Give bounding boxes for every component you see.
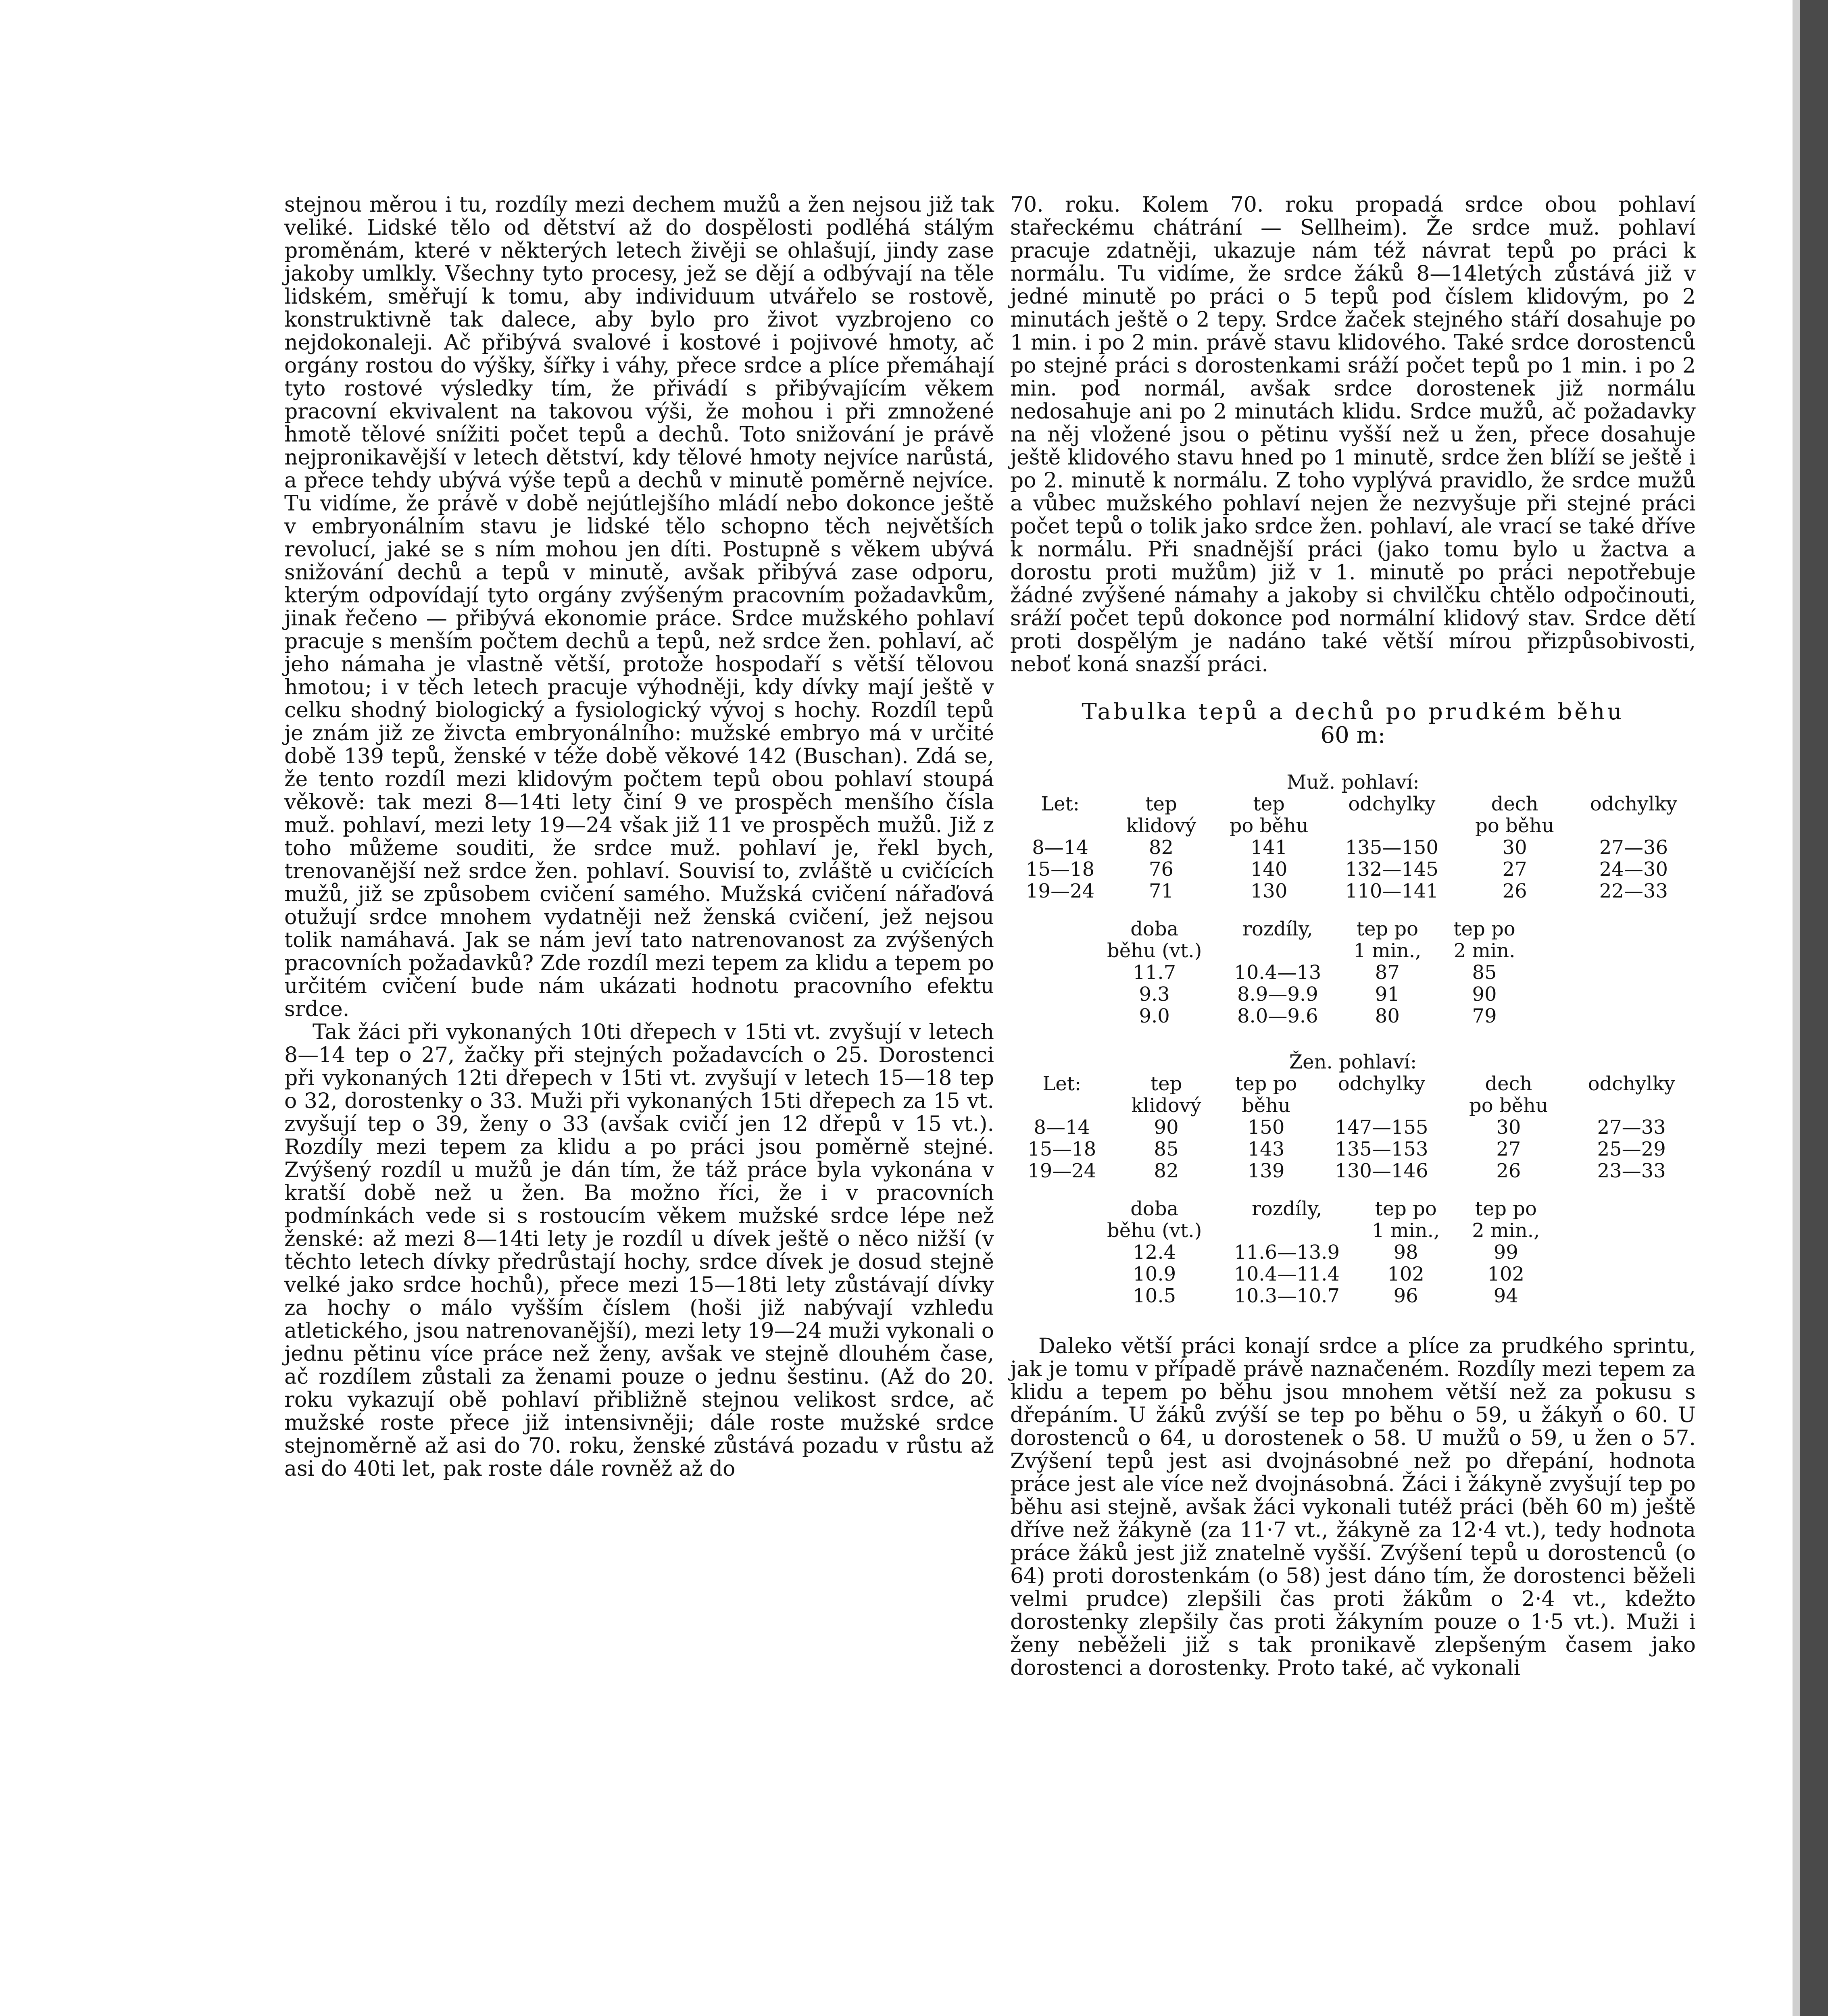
table-row [1010, 858, 1696, 880]
table-cell: 8.9—9.9 [1237, 983, 1318, 1006]
table-cell: 96 [1393, 1285, 1418, 1307]
table-cell: 139 [1247, 1160, 1285, 1182]
table-cell: 15—18 [1026, 858, 1095, 881]
header-cell [1567, 1095, 1696, 1116]
table-cell: 150 [1247, 1116, 1285, 1139]
header-cell: tep po [1453, 918, 1515, 940]
header-cell: po běhu [1475, 814, 1554, 837]
table-cell: 135—153 [1335, 1138, 1428, 1160]
right-paragraph-1: 70. roku. Kolem 70. roku propadá srdce obou pohlaví stařeckému chátrání — Sellheim). Že srdce muž. pohlaví pracuje zdatněji, ukazuje nám též návrat tepů po práci k normálu. Tu vidíme, že srdce žáků 8—14letých zůstává již v jedné minutě po práci o 5 tepů pod číslem klidovým, po 2 minutách ještě o 2 tepy. Srdce žaček stejného stáří dosahuje po 1 min. i po 2 min. právě stavu klidového. Také srdce dorostenců po stejné práci s dorostenkami sráží počet tepů po 1 min. i po 2 min. pod normál, avšak srdce dorostenek již normálu nedosahuje ani po 2 minutách klidu. Srdce mužů, ač požadavky na něj vložené jsou o pětinu vyšší než u žen, přece dosahuje ještě klidového stavu hned po 1 minutě, srdce žen blíží se ještě i po 2. minutě k normálu. Z toho vyplývá pravidlo, že srdce mužů a vůbec mužského pohlaví nejen že nezvyšuje při stejné práci počet tepů o tolik jako srdce žen. pohlaví, ale vrací se také dříve k normálu. Při snadnější práci (jako tomu bylo u žactva a dorostu proti mužům) již v 1. minutě po práci nepotřebuje žádné zvýšené námahy a jakoby si chvilčku chtělo odpočinouti, sráží počet tepů dokonce pod normální klidový stav. Srdce dětí proti dospělým je nadáno také větší mírou přizpůsobivosti, neboť koná snazší práci. [1010, 193, 1696, 677]
table-cell: 102 [1387, 1263, 1424, 1285]
table-row [1091, 1285, 1556, 1307]
table-cell: 26 [1502, 880, 1527, 902]
header-cell: odchylky [1348, 793, 1436, 815]
table-cell: 15—18 [1028, 1138, 1096, 1160]
table-cell: 135—150 [1345, 836, 1438, 859]
table-cell: 102 [1487, 1263, 1525, 1285]
header-cell: dech [1491, 793, 1538, 815]
header-cell: tep po [1375, 1198, 1437, 1220]
male-table-title: Muž. pohlaví: [1286, 771, 1419, 793]
table-cell: 8—14 [1032, 836, 1088, 859]
male-stats-table [1091, 918, 1532, 1027]
table-cell: 27—33 [1597, 1116, 1666, 1139]
table-cell: 80 [1375, 1005, 1400, 1027]
table-cell: 27 [1496, 1138, 1521, 1160]
table-cell: 9.3 [1139, 983, 1170, 1006]
table-cell: 85 [1472, 961, 1497, 984]
header-cell [1326, 815, 1458, 837]
table-cell: 94 [1493, 1285, 1518, 1307]
left-paragraph-2: Tak žáci při vykonaných 10ti dřepech v 15ti vt. zvyšují v letech 8—14 tep o 27, žačky při stejných požadavcích o 25. Dorostenci při vykonaných 12ti dřepech v 15ti vt. zvyšují v letech 15—18 tep o 32, dorostenky o 33. Muži při vykonaných 15ti dřepech za 15 vt. zvyšují tep o 39, ženy o 33 (avšak cvičí jen 12 dřepů v 15 vt.). Rozdíly mezi tepem za klidu a po práci jsou poměrně stejné. Zvýšený rozdíl u mužů je dán tím, že táž práce byla vykonána v kratší době než u žen. Ba možno říci, že i v pracovních podmínkách vede si s rostoucím věkem mužské srdce lépe než ženské: až mezi 8—14ti lety je rozdíl u dívek ještě o něco nižší (v těchto letech dívky předrůstají hochy, srdce dívek je dosud stejně velké jako srdce hochů), přece mezi 15—18ti lety zůstávají dívky za hochy o málo vyšším číslem (hoši již nabývají vzhledu atletického, jsou natrenovanější), mezi lety 19—24 muži vykonali o jednu pětinu více práce než ženy, avšak ve stejně dlouhém čase, ač rozdílem zůstali za ženami pouze o jednu šestinu. (Až do 20. roku vykazují obě pohlaví přibližně stejnou velikost srdce, ač mužské roste přece již intensivněji; dále roste mužské srdce stejnoměrně až asi do 70. roku, ženské zůstává pozadu v růstu až asi do 40ti let, pak roste dále rovněž až do [284, 1020, 994, 1481]
header-cell: běhu [1242, 1094, 1291, 1117]
header-cell [1572, 815, 1696, 837]
male-pulse-table [1010, 793, 1696, 902]
table-cell: 9.0 [1139, 1005, 1170, 1027]
table-cell: 90 [1472, 983, 1497, 1006]
header-cell: 2 min. [1453, 939, 1515, 962]
header-cell: klidový [1126, 814, 1196, 837]
header-cell: tep [1253, 793, 1285, 815]
header-cell: tep po [1235, 1073, 1297, 1095]
table-header-row [1091, 940, 1532, 962]
header-cell [1218, 1220, 1356, 1241]
table-header-row [1091, 918, 1532, 940]
table-cell: 10.5 [1133, 1285, 1176, 1307]
table-header-row [1091, 1220, 1556, 1241]
header-cell [1010, 815, 1110, 837]
header-cell: rozdíly, [1242, 918, 1313, 940]
table-row [1091, 1005, 1532, 1027]
table-cell: 30 [1496, 1116, 1521, 1139]
table-cell: 23—33 [1597, 1160, 1666, 1182]
table-row [1091, 1241, 1556, 1263]
female-pulse-table [1010, 1073, 1696, 1182]
header-cell: rozdíly, [1251, 1198, 1322, 1220]
table-row [1091, 962, 1532, 983]
table-row [1010, 1160, 1696, 1182]
table-cell: 24—30 [1599, 858, 1668, 881]
header-cell: odchylky [1590, 793, 1677, 815]
header-cell [1313, 1095, 1450, 1116]
header-cell: běhu (vt.) [1107, 1219, 1202, 1242]
table-cell: 130—146 [1335, 1160, 1428, 1182]
header-cell: tep po [1475, 1198, 1537, 1220]
table-cell: 132—145 [1345, 858, 1438, 881]
table-cell: 143 [1247, 1138, 1285, 1160]
header-cell: po běhu [1229, 814, 1309, 837]
header-cell: běhu (vt.) [1107, 939, 1202, 962]
table-cell: 30 [1502, 836, 1527, 859]
table-cell: 147—155 [1335, 1116, 1428, 1139]
table-cell: 8—14 [1034, 1116, 1090, 1139]
scan-edge [1800, 0, 1828, 2016]
female-table-title: Žen. pohlaví: [1289, 1051, 1417, 1073]
header-cell: doba [1130, 1198, 1179, 1220]
table-cell: 19—24 [1026, 880, 1095, 902]
header-cell: Let: [1042, 1073, 1082, 1095]
table-cell: 22—33 [1599, 880, 1668, 902]
table-cell: 11.7 [1133, 961, 1176, 984]
header-cell: odchylky [1338, 1073, 1425, 1095]
table-header-row [1010, 815, 1696, 837]
table-header-row [1010, 1073, 1696, 1095]
table-cell: 25—29 [1597, 1138, 1666, 1160]
table-cell: 8.0—9.6 [1237, 1005, 1318, 1027]
table-cell: 85 [1154, 1138, 1179, 1160]
left-column [284, 194, 994, 1481]
scan-edge-shadow [1793, 0, 1800, 2016]
header-cell: tep po [1356, 918, 1418, 940]
left-paragraph-1: stejnou měrou i tu, rozdíly mezi dechem mužů a žen nejsou již tak veliké. Lidské tělo od dětství až do dospělosti podléhá stálým proměnám, které v některých letech živěji se ohlašují, jindy zase jakoby umlkly. Všechny tyto procesy, jež se dějí a odbývají na těle lidském, směřují k tomu, aby individuum utvářelo se rostově, konstruktivně tak dalece, aby bylo pro život vyzbrojeno co nejdokonaleji. Ač přibývá svalové i kostové i pojivové hmoty, ač orgány rostou do výšky, šířky i váhy, přece srdce a plíce přemáhají tyto rostové výsledky tím, že přivádí s přibývajícím věkem pracovní ekvivalent na takovou výši, že mohou i při zmnožené hmotě tělové snížiti počet tepů a dechů. Toto snižování je právě nejpronikavější v letech dětství, kdy tělové hmoty nejvíce narůstá, a přece tehdy ubývá výše tepů a dechů v minutě poměrně nejvíce. Tu vidíme, že právě v době nejútlejšího mládí nebo dokonce ještě v embryonálním stavu je lidské tělo schopno těch největších revolucí, jaké se s ním mohou jen díti. Postupně s věkem ubývá snižování dechů a tepů v minutě, avšak přibývá zase odporu, kterým odpovídají tyto orgány zvýšeným pracovním požadavkům, jinak řečeno — přibývá ekonomie práce. Srdce mužského pohlaví pracuje s menším počtem dechů a tepů, než srdce žen. pohlaví, ač jeho námaha je vlastně větší, protože hospodaří s větší tělovou hmotou; i v těch letech pracuje výhodněji, kdy dívky mají ještě v celku shodný biologický a fysiologický vývoj s hochy. Rozdíl tepů je znám již ze živcta embryonálního: mužské embryo má v určité době 139 tepů, ženské v téže době věkové 142 (Buschan). Zdá se, že tento rozdíl mezi klidovým počtem tepů obou pohlaví stoupá věkově: tak mezi 8—14ti lety činí 9 ve prospěch menšího čísla muž. pohlaví, mezi lety 19—24 však již 11 ve prospěch mužů. Již z toho můžeme souditi, že srdce muž. pohlaví je, řekl bych, trenovanější než srdce žen. pohlaví. Souvisí to, zvláště u cvičících mužů, již se způsobem cvičení samého. Mužská cvičení nářaďová otužují srdce mnohem vydatněji než ženská cvičení, jež nejsou tolik namáhavá. Jak se nám jeví tato natrenovanost za zvýšených pracovních požadavků? Zde rozdíl mezi tepem za klidu a tepem po určitém cvičení bude nám ukázati hodnotu pracovního efektu srdce. [284, 193, 994, 1021]
header-cell: 1 min., [1353, 939, 1422, 962]
header-cell: po běhu [1469, 1094, 1548, 1117]
header-cell [1218, 940, 1337, 962]
table-cell: 10.3—10.7 [1234, 1285, 1340, 1307]
table-header-row [1010, 793, 1696, 815]
header-cell: odchylky [1588, 1073, 1675, 1095]
table-row [1010, 1116, 1696, 1138]
right-paragraph-after-table: Daleko větší práci konají srdce a plíce za prudkého sprintu, jak je tomu v případě právě naznačeném. Rozdíly mezi tepem za klidu a tepem po běhu jsou mnohem větší než za pokusu s dřepáním. U žáků zvýší se tep po běhu o 59, u žákyň o 60. U dorostenců o 64, u dorostenek o 58. U mužů o 59, u žen o 57. Zvýšení tepů jest asi dvojnásobné než po dřepání, hodnota práce jest ale více než dvojnásobná. Žáci i žákyně zvyšují tep po běhu asi stejně, avšak žáci vykonali tutéž práci (běh 60 m) ještě dříve než žákyně (za 11·7 vt., žákyně za 12·4 vt.), tedy hodnota práce žáků jest již znatelně vyšší. Zvýšení tepů u dorostenců (o 64) proti dorostenkám (o 58) jest dáno tím, že dorostenci běželi velmi prudce) zlepšili čas proti žákům o 2·4 vt., kdežto dorostenky zlepšily čas proti žákyním pouze o 1·5 vt.). Muži i ženy neběželi již s tak pronikavě zlepšeným časem jako dorostenci a dorostenky. Proto také, ač vykonali [1010, 1334, 1696, 1680]
table-cell: 82 [1154, 1160, 1179, 1182]
header-cell: 1 min., [1372, 1219, 1440, 1242]
header-cell: tep [1145, 793, 1177, 815]
table-header-row [1091, 1198, 1556, 1220]
table-row [1010, 837, 1696, 858]
header-cell: 2 min., [1472, 1219, 1540, 1242]
table-row [1010, 880, 1696, 902]
table-cell: 26 [1496, 1160, 1521, 1182]
table-cell: 82 [1148, 836, 1174, 859]
table-cell: 87 [1375, 961, 1400, 984]
table-cell: 141 [1250, 836, 1288, 859]
table-title [1010, 700, 1696, 747]
table-title-line1: Tabulka tepů a dechů po prudkém běhu [1082, 699, 1624, 725]
table-cell: 140 [1250, 858, 1288, 881]
header-cell: tep [1150, 1073, 1182, 1095]
table-cell: 90 [1154, 1116, 1179, 1139]
table-cell: 91 [1375, 983, 1400, 1006]
table-cell: 71 [1148, 880, 1174, 902]
table-cell: 10.4—11.4 [1234, 1263, 1340, 1285]
header-cell: klidový [1131, 1094, 1201, 1117]
table-cell: 79 [1472, 1005, 1497, 1027]
table-cell: 19—24 [1028, 1160, 1096, 1182]
table-row [1091, 1263, 1556, 1285]
table-title-line2: 60 m: [1320, 722, 1386, 748]
table-cell: 12.4 [1133, 1241, 1176, 1264]
header-cell: dech [1485, 1073, 1532, 1095]
table-cell: 110—141 [1345, 880, 1438, 902]
table-header-row [1010, 1095, 1696, 1116]
female-stats-table [1091, 1198, 1556, 1307]
table-cell: 130 [1250, 880, 1288, 902]
table-cell: 27—36 [1599, 836, 1668, 859]
table-cell: 10.9 [1133, 1263, 1176, 1285]
table-cell: 98 [1393, 1241, 1418, 1264]
table-cell: 10.4—13 [1234, 961, 1321, 984]
table-cell: 76 [1148, 858, 1174, 881]
table-cell: 11.6—13.9 [1234, 1241, 1340, 1264]
header-cell: Let: [1041, 793, 1080, 815]
table-row [1091, 983, 1532, 1005]
right-column [1010, 194, 1696, 1680]
table-row [1010, 1138, 1696, 1160]
header-cell [1010, 1095, 1113, 1116]
table-cell: 99 [1493, 1241, 1518, 1264]
header-cell: doba [1130, 918, 1179, 940]
table-cell: 27 [1502, 858, 1527, 881]
